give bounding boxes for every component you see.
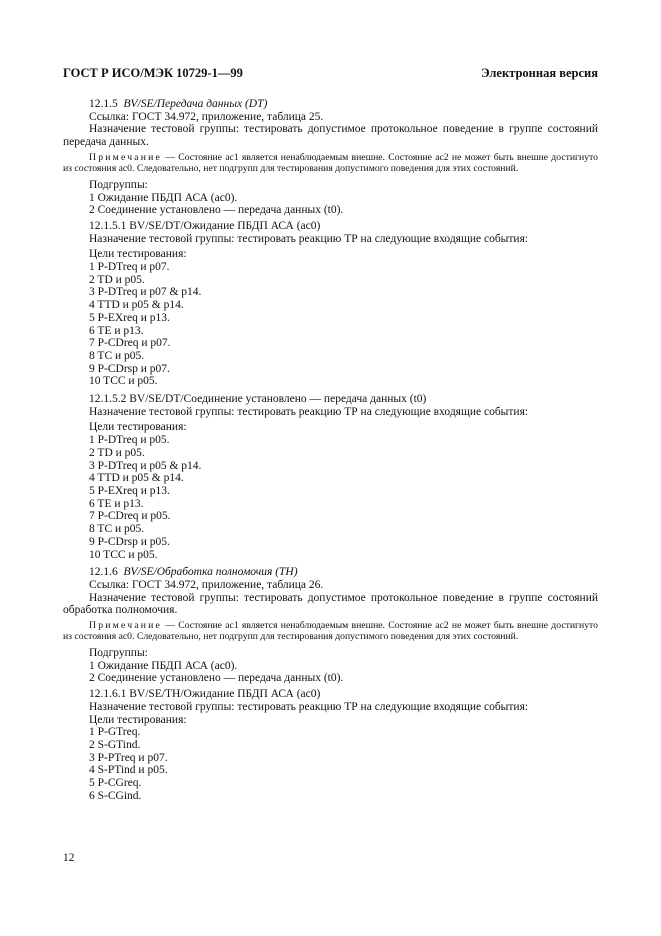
list-item: 10 TCC и p05. (89, 375, 158, 388)
reference-line: Ссылка: ГОСТ 34.972, приложение, таблица 26. (89, 578, 324, 591)
list-item: 6 TE и p13. (89, 497, 144, 510)
list-item: 7 P-CDreq и p07. (89, 337, 171, 350)
list-item: 7 P-CDreq и p05. (89, 510, 171, 523)
list-item: 2 S-GTind. (89, 738, 141, 751)
list-item: 1 P-GTreq. (89, 726, 141, 739)
list-item: 4 TTD и p05 & p14. (89, 472, 184, 485)
list-item: 1 Ожидание ПБДП АСА (ac0). (89, 659, 238, 672)
goals-label: Цели тестирования: (89, 421, 187, 434)
section-number: 12.1.6 (89, 566, 118, 579)
list-item: 2 TD и p05. (89, 446, 145, 459)
purpose-paragraph: Назначение тестовой группы: тестировать реакцию ТР на следующие входящие события: (89, 700, 529, 713)
section-heading-12-1-5 (63, 98, 598, 111)
reference-line: Ссылка: ГОСТ 34.972, приложение, таблица 25. (89, 110, 324, 123)
list-item: 2 TD и p05. (89, 273, 145, 286)
list-item: 10 TCC и p05. (89, 548, 158, 561)
list-item: 8 TC и p05. (89, 523, 145, 536)
list-item: 4 TTD и p05 & p14. (89, 299, 184, 312)
note-label: Примечание (89, 620, 163, 632)
section-title: BV/SE/Обработка полномочия (TH) (123, 566, 298, 579)
subsection-heading-12-1-5-1: 12.1.5.1 BV/SE/DT/Ожидание ПБДП АСА (ac0) (89, 219, 321, 232)
subsection-heading-12-1-6-1: 12.1.6.1 BV/SE/TH/Ожидание ПБДП АСА (ac0) (89, 688, 321, 701)
purpose-paragraph: Назначение тестовой группы: тестировать допустимое протокольное поведение в группе состояний обработка полномочия. (63, 591, 598, 617)
subsection-heading-12-1-5-2: 12.1.5.2 BV/SE/DT/Соединение установлено — передача данных (t0) (89, 393, 427, 406)
list-item: 3 P-DTreq и p05 & p14. (89, 459, 202, 472)
purpose-paragraph: Назначение тестовой группы: тестировать допустимое протокольное поведение в группе состояний передача данных. (63, 123, 598, 149)
list-item: 1 P-DTreq и p05. (89, 434, 170, 447)
purpose-paragraph: Назначение тестовой группы: тестировать реакцию ТР на следующие входящие события: (89, 405, 529, 418)
list-item: 5 P-EXreq и p13. (89, 484, 170, 497)
note-text: — Состояние ac1 является ненаблюдаемым внешне. Состояние ac2 не может быть внешне достигнуто из состояния ac0. Следовательно, нет подгрупп для тестирования допустимого поведения для этих состояний. (63, 620, 598, 643)
note-label: Примечание (89, 151, 163, 163)
subgroups-label: Подгруппы: (89, 647, 148, 660)
list-item: 3 P-PTreq и p07. (89, 751, 168, 764)
list-item: 2 Соединение установлено — передача данных (t0). (89, 204, 344, 217)
list-item: 9 P-CDrsp и p05. (89, 535, 170, 548)
page-number: 12 (63, 852, 75, 864)
note-text: — Состояние ac1 является ненаблюдаемым внешне. Состояние ac2 не может быть внешне достигнуто из состояния ac0. Следовательно, нет подгрупп для тестирования допустимого поведения для этих состояний. (63, 151, 598, 174)
list-item: 3 P-DTreq и p07 & p14. (89, 286, 202, 299)
list-item: 2 Соединение установлено — передача данных (t0). (89, 672, 344, 685)
list-item: 6 TE и p13. (89, 324, 144, 337)
goals-label: Цели тестирования: (89, 713, 187, 726)
list-item: 1 Ожидание ПБДП АСА (ac0). (89, 191, 238, 204)
list-item: 1 P-DTreq и p07. (89, 261, 170, 274)
list-item: 6 S-CGind. (89, 789, 142, 802)
subgroups-label: Подгруппы: (89, 178, 148, 191)
section-heading-12-1-6 (63, 566, 598, 579)
goals-label: Цели тестирования: (89, 248, 187, 261)
list-item: 4 S-PTind и p05. (89, 764, 168, 777)
document-body (63, 98, 598, 802)
list-item: 5 P-EXreq и p13. (89, 311, 170, 324)
note-paragraph (63, 620, 598, 642)
section-title: BV/SE/Передача данных (DT) (123, 98, 268, 110)
list-item: 9 P-CDrsp и p07. (89, 362, 170, 375)
note-paragraph (63, 152, 598, 174)
list-item: 8 TC и p05. (89, 349, 145, 362)
purpose-paragraph: Назначение тестовой группы: тестировать реакцию ТР на следующие входящие события: (89, 232, 529, 245)
standard-code: ГОСТ Р ИСО/МЭК 10729-1—99 (63, 66, 243, 80)
list-item: 5 P-CGreq. (89, 777, 142, 790)
page-header (63, 66, 598, 82)
section-number: 12.1.5 (89, 98, 118, 110)
edition-label: Электронная версия (481, 66, 598, 80)
